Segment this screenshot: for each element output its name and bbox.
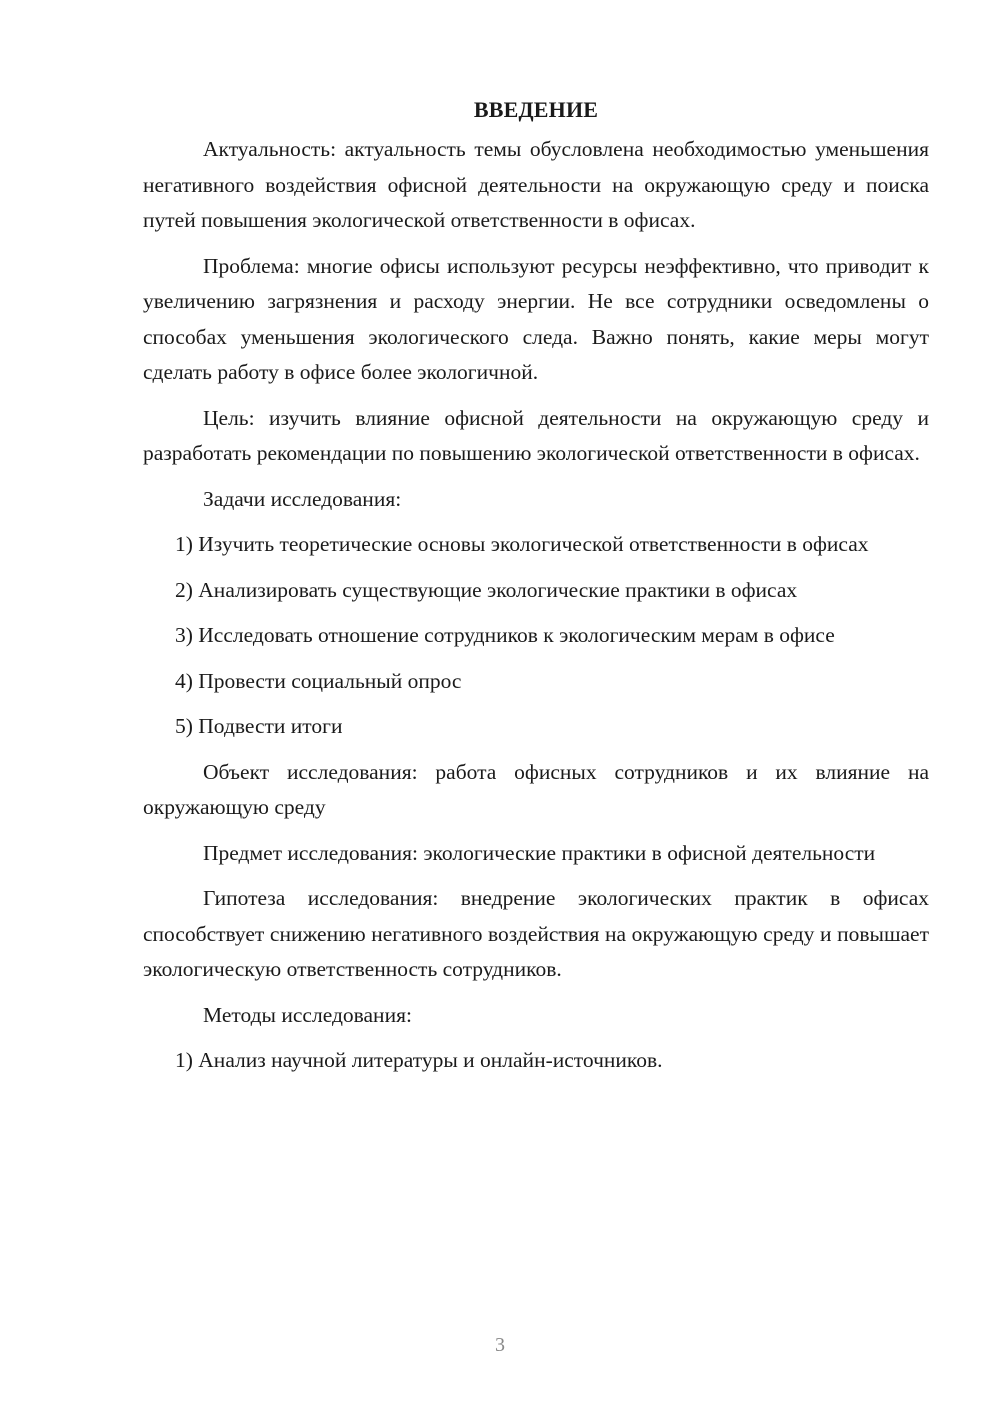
list-item-task-4: 4) Провести социальный опрос (175, 668, 462, 693)
list-item-task-3: 3) Исследовать отношение сотрудников к экологическим мерам в офисе (175, 623, 835, 647)
paragraph-problem: Проблема: многие офисы используют ресурсы неэффективно, что приводит к увеличению загрязнения и расходу энергии. Не все сотрудники осведомлены о способах уменьшения экологического следа. Важно понять, какие меры могут сделать работу в офисе более экологичной. (143, 253, 929, 384)
list-item-method-1: 1) Анализ научной литературы и онлайн-источников. (175, 1048, 663, 1072)
paragraph-object: Объект исследования: работа офисных сотрудников и их влияние на окружающую среду (143, 759, 929, 819)
list-item-task-2: 2) Анализировать существующие экологические практики в офисах (175, 577, 798, 602)
list-item-task-5: 5) Подвести итоги (175, 714, 343, 738)
paragraph-subject: Предмет исследования: экологические практики в офисной деятельности (203, 840, 876, 865)
page-title: ВВЕДЕНИЕ (473, 97, 599, 122)
paragraph-hypothesis: Гипотеза исследования: внедрение экологических практик в офисах способствует снижению негативного воздействия на окружающую среду и повышает экологическую ответственность сотрудников. (143, 886, 929, 981)
document-page (143, 92, 929, 1079)
paragraph-goal: Цель: изучить влияние офисной деятельности на окружающую среду и разработать рекомендации по повышению экологической ответственности в офисах. (143, 405, 929, 465)
list-item-task-1: 1) Изучить теоретические основы экологической ответственности в офисах (175, 532, 869, 556)
paragraph-methods-heading: Методы исследования: (203, 1002, 412, 1027)
page-number: 3 (495, 1334, 505, 1356)
paragraph-tasks-heading: Задачи исследования: (203, 486, 402, 511)
paragraph-relevance: Актуальность: актуальность темы обусловлена необходимостью уменьшения негативного воздействия офисной деятельности на окружающую среду и поиска путей повышения экологической ответственности в офисах. (143, 137, 929, 232)
